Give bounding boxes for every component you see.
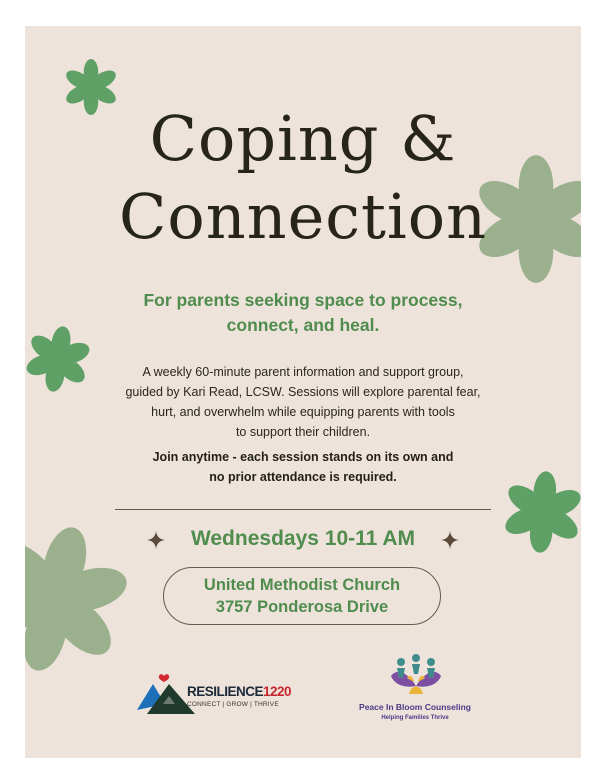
join-line: no prior attendance is required. xyxy=(209,470,397,484)
flower-icon xyxy=(25,322,91,396)
location-name: United Methodist Church xyxy=(203,576,401,594)
resilience-number: 1220 xyxy=(263,684,292,699)
location-box xyxy=(163,567,441,625)
flower-icon xyxy=(63,59,119,115)
resilience-name xyxy=(187,684,291,699)
join-line: Join anytime - each session stands on its own and xyxy=(152,450,454,464)
title-line-2: Connection xyxy=(118,180,488,253)
description-line: to support their children. xyxy=(235,425,371,439)
description-line: guided by Kari Read, LCSW. Sessions will explore parental fear, xyxy=(125,385,481,399)
peace-in-bloom-name: Peace In Bloom Counseling xyxy=(359,702,471,712)
peace-in-bloom-tagline: Helping Families Thrive xyxy=(381,715,449,721)
diamond-icon xyxy=(441,531,459,549)
join-note xyxy=(115,447,491,487)
resilience-logo xyxy=(137,670,317,718)
resilience-word: RESILIENCE xyxy=(187,684,264,699)
subhead-line-2: connect, and heal. xyxy=(226,315,380,335)
peace-in-bloom-logo xyxy=(355,652,475,728)
divider xyxy=(115,509,491,510)
description-line: A weekly 60-minute parent information and support group, xyxy=(142,365,464,379)
description-line: hurt, and overwhelm while equipping parents with tools xyxy=(151,405,455,419)
title-line-1: Coping & xyxy=(149,102,457,175)
subhead-line-1: For parents seeking space to process, xyxy=(143,290,463,310)
location-address: 3757 Ponderosa Drive xyxy=(215,598,389,616)
subhead xyxy=(85,288,521,338)
description xyxy=(95,362,511,442)
resilience-tagline: CONNECT | GROW | THRIVE xyxy=(187,701,279,708)
schedule: Wednesdays 10-11 AM xyxy=(190,527,416,550)
peace-in-bloom-figures-icon xyxy=(387,654,445,700)
flyer xyxy=(25,26,581,758)
